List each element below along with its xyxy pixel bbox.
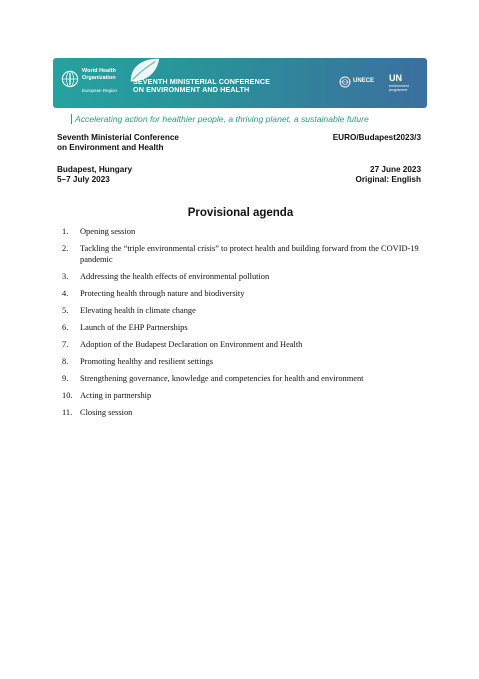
un-environment-label: environment programme: [389, 84, 409, 93]
conference-name-line2: on Environment and Health: [57, 143, 164, 152]
document-info: [355, 165, 421, 185]
agenda-item-number: 9.: [62, 374, 69, 384]
agenda-item-text: Launch of the EHP Partnerships: [80, 322, 188, 332]
agenda-item-text: Elevating health in climate change: [80, 305, 196, 315]
conference-dates: 5–7 July 2023: [57, 175, 110, 184]
agenda-item: [62, 289, 442, 300]
agenda-item-number: 6.: [62, 322, 69, 332]
who-logo: [61, 68, 121, 100]
agenda-item-text: Closing session: [80, 408, 133, 418]
unece-label: UNECE: [353, 78, 375, 84]
agenda-item-number: 8.: [62, 357, 69, 367]
agenda-item: [62, 272, 442, 283]
who-region: European Region: [82, 88, 118, 93]
agenda-item-text: Promoting healthy and resilient settings: [80, 357, 214, 367]
agenda-item-text: Strengthening governance, knowledge and competencies for health and environment: [80, 374, 364, 384]
original-language: Original: English: [355, 175, 421, 184]
agenda-item-text: Protecting health through nature and biodiversity: [80, 288, 245, 298]
document-page: [17, 14, 464, 666]
agenda-item: [62, 306, 442, 317]
agenda-item-number: 3.: [62, 271, 69, 281]
un-emblem-icon: [339, 76, 351, 88]
agenda-item-text: Tackling the “triple environmental crisis” to protect health and building forward from the COVID-19 pandemic: [80, 244, 419, 264]
who-emblem-icon: [61, 70, 79, 88]
agenda-item-number: 1.: [62, 227, 69, 236]
conference-name: [57, 133, 179, 153]
partner-logos: [337, 72, 421, 96]
agenda-item-number: 2.: [62, 244, 69, 254]
agenda-item-text: Adoption of the Budapest Declaration on Environment and Health: [80, 340, 303, 350]
un-label: UN: [389, 73, 402, 83]
document-reference: EURO/Budapest2023/3: [332, 133, 421, 142]
agenda-item: [62, 244, 442, 265]
tagline-divider: [71, 114, 72, 124]
agenda-item-number: 4.: [62, 288, 69, 298]
agenda-item-text: Opening session: [80, 227, 136, 236]
agenda-item: [62, 340, 442, 351]
agenda-title: Provisional agenda: [187, 207, 294, 219]
agenda-item-number: 7.: [62, 340, 69, 350]
who-name: World Health Organization: [82, 68, 116, 81]
document-date: 27 June 2023: [370, 165, 421, 174]
agenda-item-number: 10.: [62, 391, 73, 401]
agenda-item: [62, 323, 442, 334]
agenda-item: [62, 391, 442, 402]
agenda-item-number: 5.: [62, 305, 69, 315]
agenda-item: [62, 357, 442, 368]
agenda-item: [62, 408, 442, 419]
agenda-item: [62, 374, 442, 385]
agenda-item-text: Acting in partnership: [80, 391, 152, 401]
tagline: Accelerating action for healthier people, a thriving planet, a sustainable future: [75, 114, 369, 124]
conference-name-line1: Seventh Ministerial Conference: [57, 133, 179, 142]
venue-info: [57, 165, 132, 185]
agenda-list: [62, 227, 442, 426]
agenda-item-number: 11.: [62, 408, 73, 418]
location: Budapest, Hungary: [57, 165, 133, 174]
agenda-item-text: Addressing the health effects of environmental pollution: [80, 271, 270, 281]
conference-banner: [53, 58, 427, 108]
agenda-item: [62, 227, 442, 238]
conference-title: SEVENTH MINISTERIAL CONFERENCE ON ENVIRONMENT AND HEALTH: [133, 77, 271, 94]
